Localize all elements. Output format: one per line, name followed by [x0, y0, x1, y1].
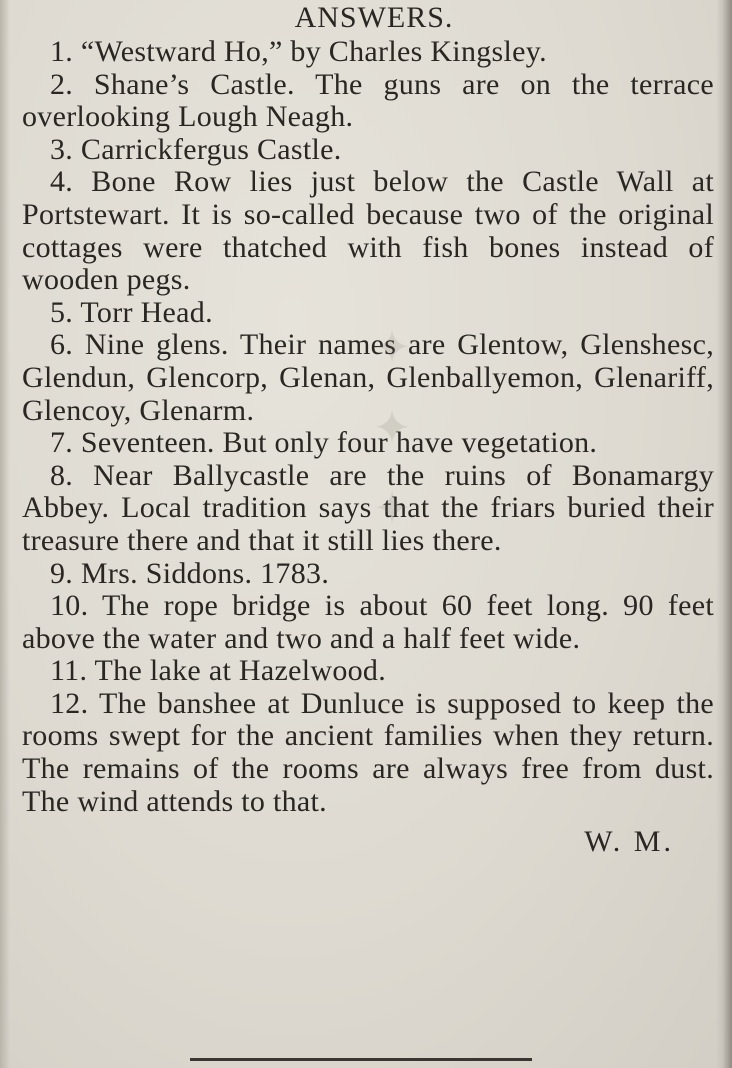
closing-rule — [190, 1058, 532, 1061]
watermark: ✦ ✦ ✦ — [365, 320, 419, 542]
paper-edge-left — [0, 0, 10, 1068]
answer-10: 10. The rope bridge is about 60 feet long. 90 feet above the water and two and a half feet wide. — [22, 589, 714, 655]
paper-edge-right — [716, 0, 732, 1068]
answer-5: 5. Torr Head. — [50, 295, 213, 329]
answer-7: 7. Seventeen. But only four have vegetation. — [50, 426, 598, 460]
answer-12: 12. The banshee at Dunluce is supposed to keep the rooms swept for the ancient families when they return. The remains of the rooms are always free from dust. The wind attends to that. — [22, 686, 714, 818]
answer-4: 4. Bone Row lies just below the Castle Wall at Portstewart. It is so-called because two of the original cottages were thatched with fish bones instead of wooden pegs. — [22, 165, 714, 297]
answer-1: 1. “Westward Ho,” by Charles Kingsley. — [50, 35, 547, 68]
answer-8: 8. Near Ballycastle are the ruins of Bonamargy Abbey. Local tradition says that the friars buried their treasure there and that it still lies there. — [22, 458, 714, 557]
answers-list — [22, 36, 714, 818]
clipping-heading: ANSWERS. — [294, 1, 454, 34]
answer-3: 3. Carrickfergus Castle. — [50, 132, 342, 166]
answer-6: 6. Nine glens. Their names are Glentow, Glenshesc, Glendun, Glencorp, Glenan, Glenballyemon, Glenariff, Glencoy, Glenarm. — [22, 328, 714, 427]
answer-11: 11. The lake at Hazelwood. — [50, 654, 387, 688]
author-signature: W. M. — [584, 825, 674, 859]
answer-2: 2. Shane’s Castle. The guns are on the terrace overlooking Lough Neagh. — [22, 67, 714, 134]
answer-9: 9. Mrs. Siddons. 1783. — [50, 556, 330, 590]
